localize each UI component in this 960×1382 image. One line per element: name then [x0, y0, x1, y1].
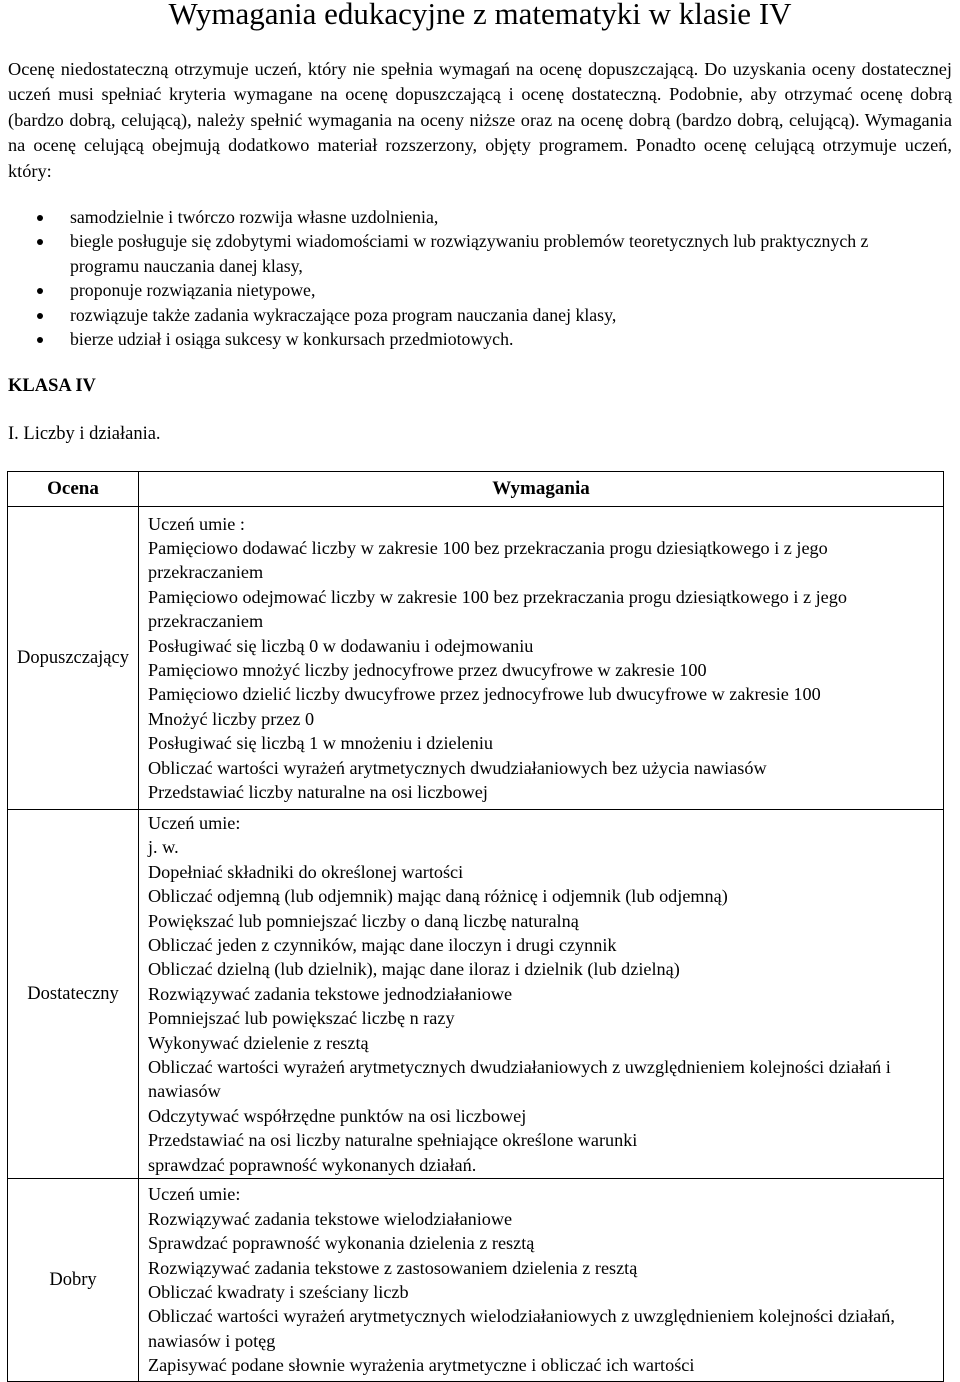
requirement-item: Przedstawiać na osi liczby naturalne spełniające określone warunki	[148, 1130, 638, 1151]
grade-cell: Dopuszczający	[8, 507, 139, 810]
list-item	[0, 278, 960, 302]
intro-paragraph: Ocenę niedostateczną otrzymuje uczeń, który nie spełnia wymagań na ocenę dopuszczającą. Do uzyskania oceny dostatecznej uczeń musi spełniać kryteria wymagane na ocenę dopuszczającą i ocenę dostateczną. Podobnie, aby otrzymać ocenę dobrą (bardzo dobrą, celującą), należy spełnić wymagania na oceny niższe oraz na ocenę dobrą (bardzo dobrą, celującą). Wymagania na ocenę celującą obejmują dodatkowo materiał rozszerzony, objęty programem. Ponadto ocenę celującą otrzymuje uczeń, który:	[8, 59, 952, 181]
list-item	[0, 303, 960, 327]
list-item-text: bierze udział i osiąga sukcesy w konkursach przedmiotowych.	[70, 329, 514, 350]
requirement-item: Mnożyć liczby przez 0	[148, 708, 315, 729]
bullet-icon	[37, 313, 43, 319]
requirement-item: j. w.	[148, 837, 179, 858]
criteria-list	[0, 205, 960, 351]
requirement-item: Obliczać odjemną (lub odjemnik) mając daną różnicę i odjemnik (lub odjemną)	[148, 886, 728, 907]
bullet-icon	[37, 239, 43, 245]
requirement-item: Obliczać kwadraty i sześciany liczb	[148, 1282, 409, 1302]
requirement-item: Wykonywać dzielenie z resztą	[148, 1032, 369, 1053]
requirements-table	[7, 471, 944, 1382]
table-header-row	[8, 472, 944, 507]
list-item-text: rozwiązuje także zadania wykraczające poza program nauczania danej klasy,	[70, 304, 617, 325]
requirement-item: Uczeń umie:	[148, 1184, 241, 1205]
requirement-item: Posługiwać się liczbą 1 w mnożeniu i dzieleniu	[148, 733, 493, 754]
requirements-cell	[139, 810, 944, 1179]
requirement-item: Zapisywać podane słownie wyrażenia arytmetyczne i obliczać ich wartości	[148, 1355, 695, 1376]
bullet-icon	[37, 288, 43, 294]
grade-cell: Dostateczny	[8, 810, 139, 1179]
list-item	[0, 205, 960, 229]
requirement-item: Rozwiązywać zadania tekstowe jednodziałaniowe	[148, 983, 513, 1004]
requirement-item: Obliczać wartości wyrażeń arytmetycznych wielodziałaniowych z uwzględnieniem kolejności działań, nawiasów i potęg	[148, 1306, 895, 1351]
requirement-item: Pamięciowo odejmować liczby w zakresie 100 bez przekraczania progu dziesiątkowego i z jego przekraczaniem	[148, 586, 847, 632]
class-heading: KLASA IV	[8, 376, 96, 396]
requirement-item: Przedstawiać liczby naturalne na osi liczbowej	[148, 782, 488, 803]
requirements-column-header: Wymagania	[139, 472, 944, 507]
requirements-cell	[139, 1179, 944, 1382]
requirement-item: Odczytywać współrzędne punktów na osi liczbowej	[148, 1105, 527, 1126]
requirements-cell	[139, 507, 944, 810]
list-item-text: samodzielnie i twórczo rozwija własne uzdolnienia,	[70, 207, 439, 227]
requirement-item: Sprawdzać poprawność wykonania dzielenia z resztą	[148, 1233, 535, 1254]
requirement-item: Obliczać jeden z czynników, mając dane iloczyn i drugi czynnik	[148, 934, 617, 955]
list-item	[0, 327, 960, 351]
table-row	[8, 507, 944, 810]
requirement-item: Uczeń umie :	[148, 513, 245, 534]
bullet-icon	[37, 337, 43, 343]
requirement-item: Uczeń umie:	[148, 812, 241, 833]
table-row	[8, 810, 944, 1179]
list-item	[0, 229, 960, 278]
requirement-item: Dopełniać składniki do określonej wartości	[148, 861, 464, 882]
requirement-item: Obliczać dzielną (lub dzielnik), mając dane iloraz i dzielnik (lub dzielną)	[148, 959, 680, 980]
requirement-item: Pamięciowo dodawać liczby w zakresie 100 bez przekraczania progu dziesiątkowego i z jego przekraczaniem	[148, 537, 828, 583]
requirement-item: Pomniejszać lub powiększać liczbę n razy	[148, 1008, 455, 1029]
requirement-item: Obliczać wartości wyrażeń arytmetycznych dwudziałaniowych bez użycia nawiasów	[148, 757, 767, 778]
grade-column-header: Ocena	[8, 472, 139, 507]
requirement-item: sprawdzać poprawność wykonanych działań.	[148, 1154, 477, 1175]
requirement-item: Obliczać wartości wyrażeń arytmetycznych dwudziałaniowych z uwzględnieniem kolejności działań i nawiasów	[148, 1057, 891, 1102]
list-item-text: biegle posługuje się zdobytymi wiadomościami w rozwiązywaniu problemów teoretycznych lub praktycznych z programu nauczania danej klasy,	[70, 231, 869, 276]
requirement-item: Rozwiązywać zadania tekstowe wielodziałaniowe	[148, 1208, 513, 1229]
list-item-text: proponuje rozwiązania nietypowe,	[70, 280, 316, 301]
table-row	[8, 1179, 944, 1382]
page-title: Wymagania edukacyjne z matematyki w klasie IV	[168, 0, 792, 31]
grade-cell: Dobry	[8, 1179, 139, 1382]
requirement-item: Pamięciowo dzielić liczby dwucyfrowe przez jednocyfrowe lub dwucyfrowe w zakresie 100	[148, 684, 821, 705]
requirement-item: Powiększać lub pomniejszać liczby o daną liczbę naturalną	[148, 910, 579, 931]
requirement-item: Rozwiązywać zadania tekstowe z zastosowaniem dzielenia z resztą	[148, 1257, 638, 1278]
requirement-item: Pamięciowo mnożyć liczby jednocyfrowe przez dwucyfrowe w zakresie 100	[148, 660, 707, 680]
requirement-item: Posługiwać się liczbą 0 w dodawaniu i odejmowaniu	[148, 635, 534, 656]
bullet-icon	[37, 215, 43, 221]
section-heading: I. Liczby i działania.	[8, 424, 161, 444]
